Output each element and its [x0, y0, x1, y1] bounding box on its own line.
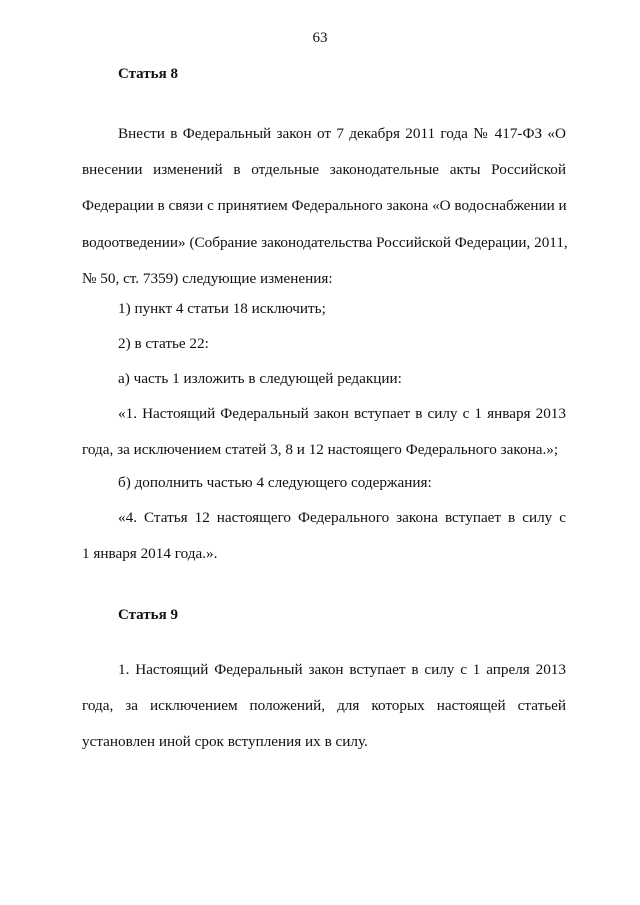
text-line: установлен иной срок вступления их в силу. [82, 733, 368, 751]
text-line: водоотведении» (Собрание законодательства Российской Федерации, 2011, [82, 233, 568, 251]
article-8-item-b [82, 465, 566, 501]
article-8-heading: Статья 8 [118, 66, 178, 82]
text-line: 1. Настоящий Федеральный закон вступает в силу с 1 апреля 2013 [118, 661, 566, 678]
article-8-intro [82, 116, 566, 297]
text-line: «1. Настоящий Федеральный закон вступает в силу с 1 января 2013 [118, 405, 566, 422]
text-line: Внести в Федеральный закон от 7 декабря 2011 года № 417-ФЗ «О [118, 125, 566, 142]
article-9-para-1 [82, 652, 566, 761]
article-8-item-2 [82, 326, 566, 362]
text-line: года, за исключением положений, для которых настоящей статьей [82, 697, 566, 715]
text-line: 2) в статье 22: [118, 335, 209, 352]
text-line: «4. Статья 12 настоящего Федерального закона вступает в силу с [118, 509, 566, 526]
article-8-item-a [82, 361, 566, 397]
page-number: 63 [312, 30, 328, 46]
text-line: № 50, ст. 7359) следующие изменения: [82, 269, 333, 287]
text-line: внесении изменений в отдельные законодательные акты Российской [82, 161, 566, 179]
text-line: 1) пункт 4 статьи 18 исключить; [118, 300, 326, 317]
article-8-item-1 [82, 291, 566, 327]
article-8-quote-4 [82, 500, 566, 572]
text-line: года, за исключением статей 3, 8 и 12 настоящего Федерального закона.»; [82, 441, 559, 459]
text-line: 1 января 2014 года.». [82, 545, 218, 563]
article-9-heading: Статья 9 [118, 607, 178, 623]
text-line: Федерации в связи с принятием Федерального закона «О водоснабжении и [82, 197, 567, 215]
text-line: б) дополнить частью 4 следующего содержания: [118, 474, 432, 491]
text-line: а) часть 1 изложить в следующей редакции: [118, 370, 402, 387]
article-8-quote-1 [82, 396, 566, 468]
